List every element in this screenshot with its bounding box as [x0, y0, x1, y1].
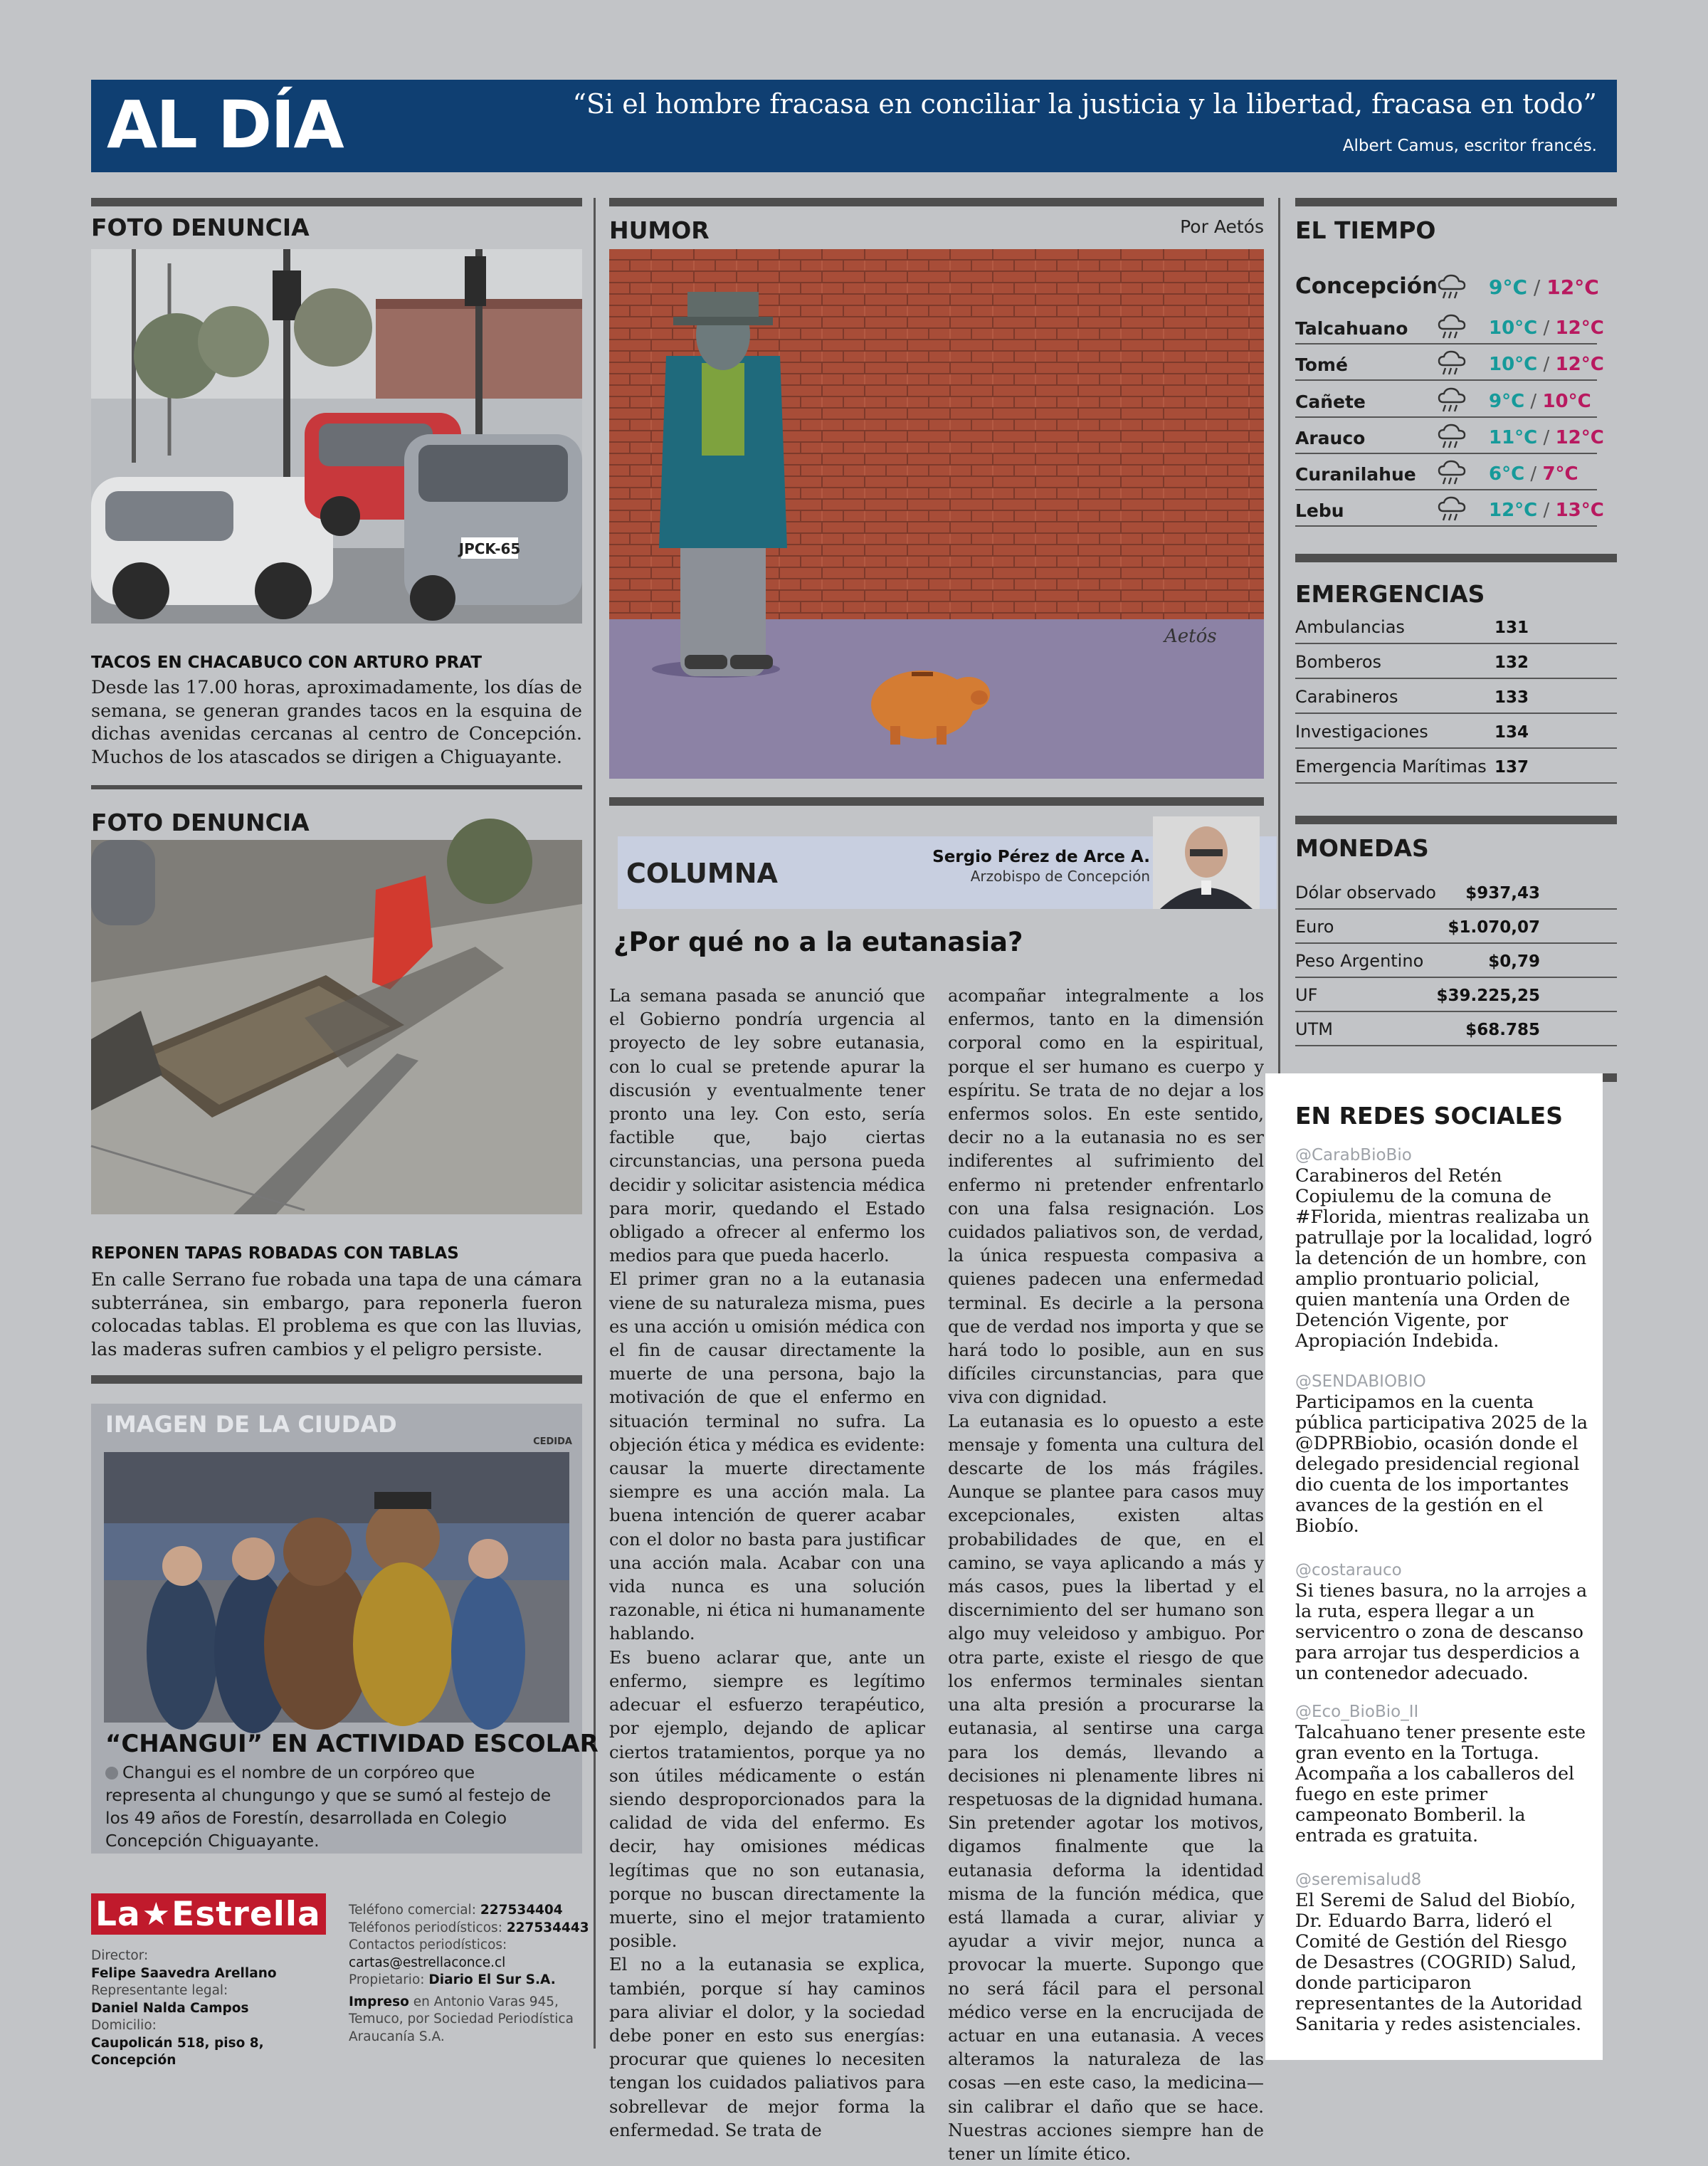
- author-portrait: [1153, 816, 1260, 909]
- weather-max: 7°C: [1542, 463, 1578, 485]
- currency-name: Peso Argentino: [1295, 951, 1424, 971]
- foto-denuncia-1-kicker: FOTO DENUNCIA: [91, 214, 310, 241]
- columna-author: Sergio Pérez de Arce A.: [932, 848, 1150, 866]
- foto-denuncia-2-bar: [91, 785, 582, 789]
- owner-value: Diario El Sur S.A.: [428, 1972, 556, 1987]
- weather-min: 9°C: [1489, 275, 1528, 299]
- header-quote-author: Albert Camus, escritor francés.: [1342, 137, 1597, 155]
- currency-row: [1295, 1012, 1617, 1046]
- emergencias-kicker: EMERGENCIAS: [1295, 580, 1485, 608]
- foto-denuncia-2-kicker: FOTO DENUNCIA: [91, 809, 310, 836]
- redes-kicker: EN REDES SOCIALES: [1295, 1102, 1563, 1130]
- foto-denuncia-2-photo: [91, 840, 582, 1214]
- columna-body-col-1: [609, 984, 925, 2143]
- columna-body-col-2: [948, 984, 1264, 2166]
- cartoon-signature: Aetós: [1164, 626, 1217, 647]
- weather-row: [1295, 454, 1597, 490]
- domicilio-label: Domicilio:: [91, 2018, 157, 2033]
- emergency-row: [1295, 644, 1617, 679]
- photo-credit: CEDIDA: [533, 1436, 572, 1447]
- currency-value: $1.070,07: [1448, 918, 1540, 937]
- weather-city: Cañete: [1295, 391, 1366, 412]
- weather-city: Lebu: [1295, 500, 1344, 521]
- rain-cloud-icon: [1436, 313, 1467, 340]
- print-line-3: Araucanía S.A.: [349, 2029, 445, 2044]
- currency-value: $68.785: [1465, 1021, 1540, 1039]
- bullet-icon: [105, 1767, 118, 1779]
- weather-temps: 12°C / 13°C: [1489, 500, 1604, 521]
- tiempo-kicker: EL TIEMPO: [1295, 216, 1436, 244]
- staff-left: [91, 1947, 319, 2070]
- emergency-name: Investigaciones: [1295, 722, 1428, 742]
- foto-denuncia-1-text: Desde las 17.00 horas, aproximadamente, los días de semana, se generan grandes tacos en la esquina de dichas avenidas cercanas al centro de Concepción. Muchos de los atascados se dirigen a Chiguayante.: [91, 677, 582, 768]
- weather-city: Arauco: [1295, 428, 1366, 448]
- print-label: Impreso: [349, 1994, 409, 2009]
- mascot-photo: [104, 1452, 569, 1723]
- columna-header: [618, 836, 1277, 909]
- social-post: [1295, 1371, 1594, 1537]
- emergency-name: Bomberos: [1295, 652, 1382, 672]
- legal-name: Daniel Nalda Campos: [91, 2000, 249, 2016]
- imagen-ciudad-box: [91, 1404, 599, 1854]
- foto-denuncia-1-bar: [91, 198, 582, 206]
- imagen-ciudad-text: [105, 1761, 568, 1852]
- estrella-logo: [91, 1893, 326, 1935]
- post-text: Carabineros del Retén Copiulemu de la comuna de #Florida, mientras realizaba un patrullaje por la localidad, logró la detención de un hombre, con amplio prontuario policial, quien mantenía una Orden de Detención Vigente, por Apropiación Indebida.: [1295, 1165, 1593, 1352]
- weather-city: Tomé: [1295, 354, 1348, 375]
- currency-name: Dólar observado: [1295, 883, 1436, 903]
- foto-denuncia-1-photo: [91, 249, 582, 624]
- emergency-name: Ambulancias: [1295, 617, 1405, 637]
- humor-bar: [609, 198, 1264, 206]
- social-post: [1295, 1145, 1594, 1352]
- tiempo-bar: [1295, 198, 1617, 206]
- tel-per-label: Teléfonos periodísticos:: [349, 1920, 502, 1935]
- currency-name: UF: [1295, 985, 1318, 1005]
- column-divider-right: [1278, 198, 1280, 1073]
- weather-city: Curanilahue: [1295, 464, 1416, 485]
- emergency-name: Emergencia Marítimas: [1295, 757, 1487, 777]
- rain-cloud-icon: [1436, 495, 1467, 522]
- weather-max: 12°C: [1546, 275, 1599, 299]
- post-handle[interactable]: @costarauco: [1295, 1561, 1402, 1579]
- tel-com-value: 227534404: [480, 1903, 563, 1918]
- currency-value: $937,43: [1465, 884, 1540, 903]
- columna-paragraph: El no a la eutanasia se explica, también, porque sí hay caminos para aliviar el dolor, y la sociedad debe poner en esto sus energías: procurar que quienes lo necesiten tengan los cuidados paliativos para sobrellevar de mejor forma la enfermedad. Se trata de: [609, 1955, 925, 2140]
- weather-city: Talcahuano: [1295, 318, 1408, 339]
- weather-max: 12°C: [1555, 354, 1604, 375]
- contact-label: Contactos periodísticos:: [349, 1938, 507, 1952]
- emergency-row: [1295, 679, 1617, 714]
- currency-value: $0,79: [1488, 952, 1540, 971]
- rain-cloud-icon: [1436, 459, 1467, 486]
- weather-row: [1295, 345, 1604, 381]
- columna-title: ¿Por qué no a la eutanasia?: [613, 927, 1023, 957]
- rain-cloud-icon: [1436, 423, 1467, 450]
- post-handle[interactable]: @SENDABIOBIO: [1295, 1372, 1426, 1391]
- social-post: [1295, 1701, 1594, 1846]
- monedas-bar: [1295, 816, 1617, 824]
- currency-name: UTM: [1295, 1019, 1333, 1039]
- weather-row: [1295, 490, 1604, 527]
- columna-paragraph: Es bueno aclarar que, ante un enfermo, siempre es legítimo adecuar el esfuerzo terapéutico, por ejemplo, dejando de aplicar ciertos tratamientos, porque ya no son útiles médicamente o están siendo desproporcionados para la calidad de vida del enfermo. Es decir, hay omisiones médicas legítimas que no son eutanasia, porque no buscan directamente la muerte, sino el mejor tratamiento posible.: [609, 1647, 925, 1952]
- emergency-number: 133: [1494, 688, 1529, 707]
- emergency-row: [1295, 714, 1617, 749]
- legal-label: Representante legal:: [91, 1983, 228, 1998]
- emergency-number: 132: [1494, 653, 1529, 672]
- domicilio-value: Caupolicán 518, piso 8, Concepción: [91, 2035, 264, 2068]
- director-name: Felipe Saavedra Arellano: [91, 1965, 277, 1981]
- columna-bar: [609, 797, 1264, 806]
- post-handle[interactable]: @CarabBioBio: [1295, 1146, 1412, 1165]
- weather-row: [1295, 382, 1597, 418]
- section-header: [91, 80, 1617, 172]
- emergency-row: [1295, 749, 1617, 784]
- columna-label: COLUMNA: [626, 858, 778, 889]
- weather-min: 12°C: [1489, 500, 1538, 521]
- monedas-kicker: MONEDAS: [1295, 834, 1429, 862]
- weather-max: 12°C: [1555, 317, 1604, 339]
- weather-min: 6°C: [1489, 463, 1525, 485]
- humor-byline: Por Aetós: [1180, 216, 1264, 237]
- weather-temps: 10°C / 12°C: [1489, 354, 1604, 375]
- header-quote: “Si el hombre fracasa en conciliar la justicia y la libertad, fracasa en todo”: [572, 88, 1597, 120]
- imagen-ciudad-text-content: Changui es el nombre de un corpóreo que representa al chungungo y que se sumó al festejo de los 49 años de Forestín, desarrollada en Colegio Concepción Chiguayante.: [105, 1762, 552, 1851]
- imagen-ciudad-title: “CHANGUI” EN ACTIVIDAD ESCOLAR: [105, 1730, 599, 1758]
- weather-row: [1295, 308, 1604, 345]
- redes-sociales-box: [1265, 1073, 1603, 2060]
- weather-max: 10°C: [1542, 391, 1591, 412]
- currency-name: Euro: [1295, 917, 1334, 937]
- humor-kicker: HUMOR: [609, 216, 710, 244]
- weather-row: [1295, 418, 1604, 454]
- weather-temps: 9°C / 10°C: [1489, 391, 1591, 412]
- social-post: [1295, 1869, 1594, 2035]
- columna-paragraph: acompañar integralmente a los enfermos, tanto en la dimensión corporal como en la espiritual, porque el ser humano es cuerpo y espíritu. Se trata de no dejar a los enfermos solos. En este sentido, decir no a la eutanasia no es ser indiferentes al sufrimiento del enfermo ni pretender enfrentarlo con una falsa resignación. Los cuidados paliativos son, de verdad, la única respuesta compasiva a quienes padecen una enfermedad terminal. Es decirle a la persona que de verdad nos importa y que se hará todo lo posible, aun en sus difíciles circunstancias, para que viva con dignidad.: [948, 986, 1264, 1408]
- emergency-name: Carabineros: [1295, 687, 1398, 707]
- weather-temps: 11°C / 12°C: [1489, 427, 1604, 448]
- section-title: AL DÍA: [107, 87, 343, 163]
- emergency-number: 134: [1494, 723, 1529, 742]
- columna-author-role: Arzobispo de Concepción: [970, 868, 1150, 885]
- director-label: Director:: [91, 1948, 149, 1963]
- logo-word-left: La: [95, 1894, 141, 1934]
- columna-paragraph: La semana pasada se anunció que el Gobierno pondría urgencia al proyecto de ley sobre eutanasia, con lo cual se pretende apurar la discusión y eventualmente tener pronto una ley. Con esto, sería factible que, bajo ciertas circunstancias, una persona pueda decidir y solicitar asistencia médica para morir, quedando el Estado obligado a ofrecer al enfermo los medios para que pueda hacerlo.: [609, 986, 925, 1266]
- weather-min: 9°C: [1489, 391, 1525, 412]
- staff-right: [349, 1902, 591, 2046]
- contact-email[interactable]: cartas@estrellaconce.cl: [349, 1955, 506, 1970]
- weather-temps: 10°C / 12°C: [1489, 317, 1604, 339]
- tel-per-value: 227534443: [506, 1920, 589, 1935]
- post-text: Participamos en la cuenta pública participativa 2025 de la @DPRBiobio, ocasión donde el delegado presidencial regional dio cuenta de los importantes avances de la gestión en el Biobío.: [1295, 1392, 1588, 1537]
- columna-paragraph: Sin pretender agotar los motivos, digamos finalmente que la eutanasia deforma la identidad misma de la función médica, que está llamada a curar, aliviar y ayudar a vivir mejor, nunca a provocar la muerte. Supongo que no será fácil para el personal médico verse en la encrucijada de actuar en una eutanasia. A veces alteramos la naturaleza de las cosas —en este caso, la medicina— sin calibrar el daño que se hace. Nuestras acciones siempre han de tener un límite ético.: [948, 1813, 1264, 2164]
- currency-row: [1295, 944, 1617, 978]
- columna-paragraph: El primer gran no a la eutanasia viene de su naturaleza misma, pues es una acción u omisión médica con el fin de causar directamente la muerte de una persona, bajo la motivación de que el enfermo en situación terminal no sufra. La objeción ética y médica es evidente: causar la muerte directamente siempre es una acción mala. La buena intención de querer acabar con el dolor no basta para justificar una acción mala. Acabar con una vida nunca es una solución razonable, ni ética ni humanamente hablando.: [609, 1269, 925, 1644]
- weather-min: 10°C: [1489, 317, 1538, 339]
- weather-row: [1295, 259, 1597, 303]
- currency-value: $39.225,25: [1436, 987, 1540, 1005]
- currency-row: [1295, 978, 1617, 1012]
- owner-label: Propietario:: [349, 1972, 425, 1987]
- emergency-row: [1295, 609, 1617, 644]
- social-post: [1295, 1560, 1594, 1684]
- foto-denuncia-1-title: TACOS EN CHACABUCO CON ARTURO PRAT: [91, 653, 483, 672]
- post-handle[interactable]: @Eco_BioBio_II: [1295, 1703, 1419, 1721]
- column-divider-left: [594, 198, 596, 2049]
- sidewalk-photo: [91, 840, 582, 1214]
- weather-city: Concepción: [1295, 273, 1438, 299]
- weather-temps: 6°C / 7°C: [1489, 463, 1578, 485]
- rain-cloud-icon: [1436, 349, 1467, 377]
- weather-max: 12°C: [1555, 427, 1604, 448]
- imagen-ciudad-label: IMAGEN DE LA CIUDAD: [105, 1411, 397, 1438]
- logo-word-right: Estrella: [172, 1894, 321, 1934]
- license-plate: JPCK-65: [458, 540, 521, 557]
- imagen-ciudad-photo: [104, 1452, 569, 1723]
- portrait-illustration: [1153, 816, 1260, 909]
- emergency-number: 131: [1494, 619, 1529, 637]
- cartoon-illustration: [609, 249, 1264, 779]
- weather-max: 13°C: [1555, 500, 1604, 521]
- print-line-2: Temuco, por Sociedad Periodística: [349, 2012, 574, 2026]
- humor-header: [609, 216, 1264, 245]
- rain-cloud-icon: [1436, 273, 1467, 300]
- humor-cartoon: [609, 249, 1264, 779]
- post-text: Si tienes basura, no la arrojes a la ruta, espera llegar a un servicentro o zona de descanso para arrojar tus desperdicios a un contenedor adecuado.: [1295, 1580, 1588, 1684]
- weather-min: 10°C: [1489, 354, 1538, 375]
- foto-denuncia-2-title: REPONEN TAPAS ROBADAS CON TABLAS: [91, 1244, 459, 1263]
- currency-row: [1295, 876, 1617, 910]
- print-line-1: en Antonio Varas 945,: [413, 1994, 559, 2009]
- emergency-number: 137: [1494, 758, 1529, 777]
- columna-paragraph: La eutanasia es lo opuesto a este mensaje y fomenta una cultura del descarte de los más frágiles. Aunque se plantee para casos muy excepcionales, existen altas probabilidades de que, en el camino, se vaya aplicando a más y más casos, pues la libertad y el discernimiento del ser humano son algo muy veleidoso y ambiguo. Por otra parte, existe el riesgo de que los enfermos terminales sientan una alta presión a procurarse la eutanasia, al sentirse una carga para los demás, llevando a decisiones ni plenamente libres ni respetuosas de la dignidad humana.: [948, 1411, 1264, 1809]
- star-icon: ★: [142, 1896, 171, 1932]
- rain-cloud-icon: [1436, 387, 1467, 414]
- post-handle[interactable]: @seremisalud8: [1295, 1871, 1422, 1889]
- weather-temps: 9°C / 12°C: [1489, 275, 1599, 299]
- foto-denuncia-2-text: En calle Serrano fue robada una tapa de una cámara subterránea, sin embargo, para reponerla fueron colocadas tablas. El problema es que con las lluvias, las maderas sufren cambios y el peligro persiste.: [91, 1269, 582, 1360]
- tel-com-label: Teléfono comercial:: [349, 1903, 476, 1918]
- post-text: Talcahuano tener presente este gran evento en la Tortuga. Acompaña a los caballeros del fuego en este primer campeonato Bomberil. la entrada es gratuita.: [1295, 1722, 1586, 1846]
- post-text: El Seremi de Salud del Biobío, Dr. Eduardo Barra, lideró el Comité de Gestión del Riesgo de Desastres (COGRID) Salud, donde participaron representantes de la Autoridad Sanitaria y redes asistenciales.: [1295, 1890, 1583, 2035]
- traffic-photo: [91, 249, 582, 624]
- ciudad-bar: [91, 1375, 582, 1384]
- weather-min: 11°C: [1489, 427, 1538, 448]
- currency-row: [1295, 910, 1617, 944]
- emergencias-bar: [1295, 554, 1617, 562]
